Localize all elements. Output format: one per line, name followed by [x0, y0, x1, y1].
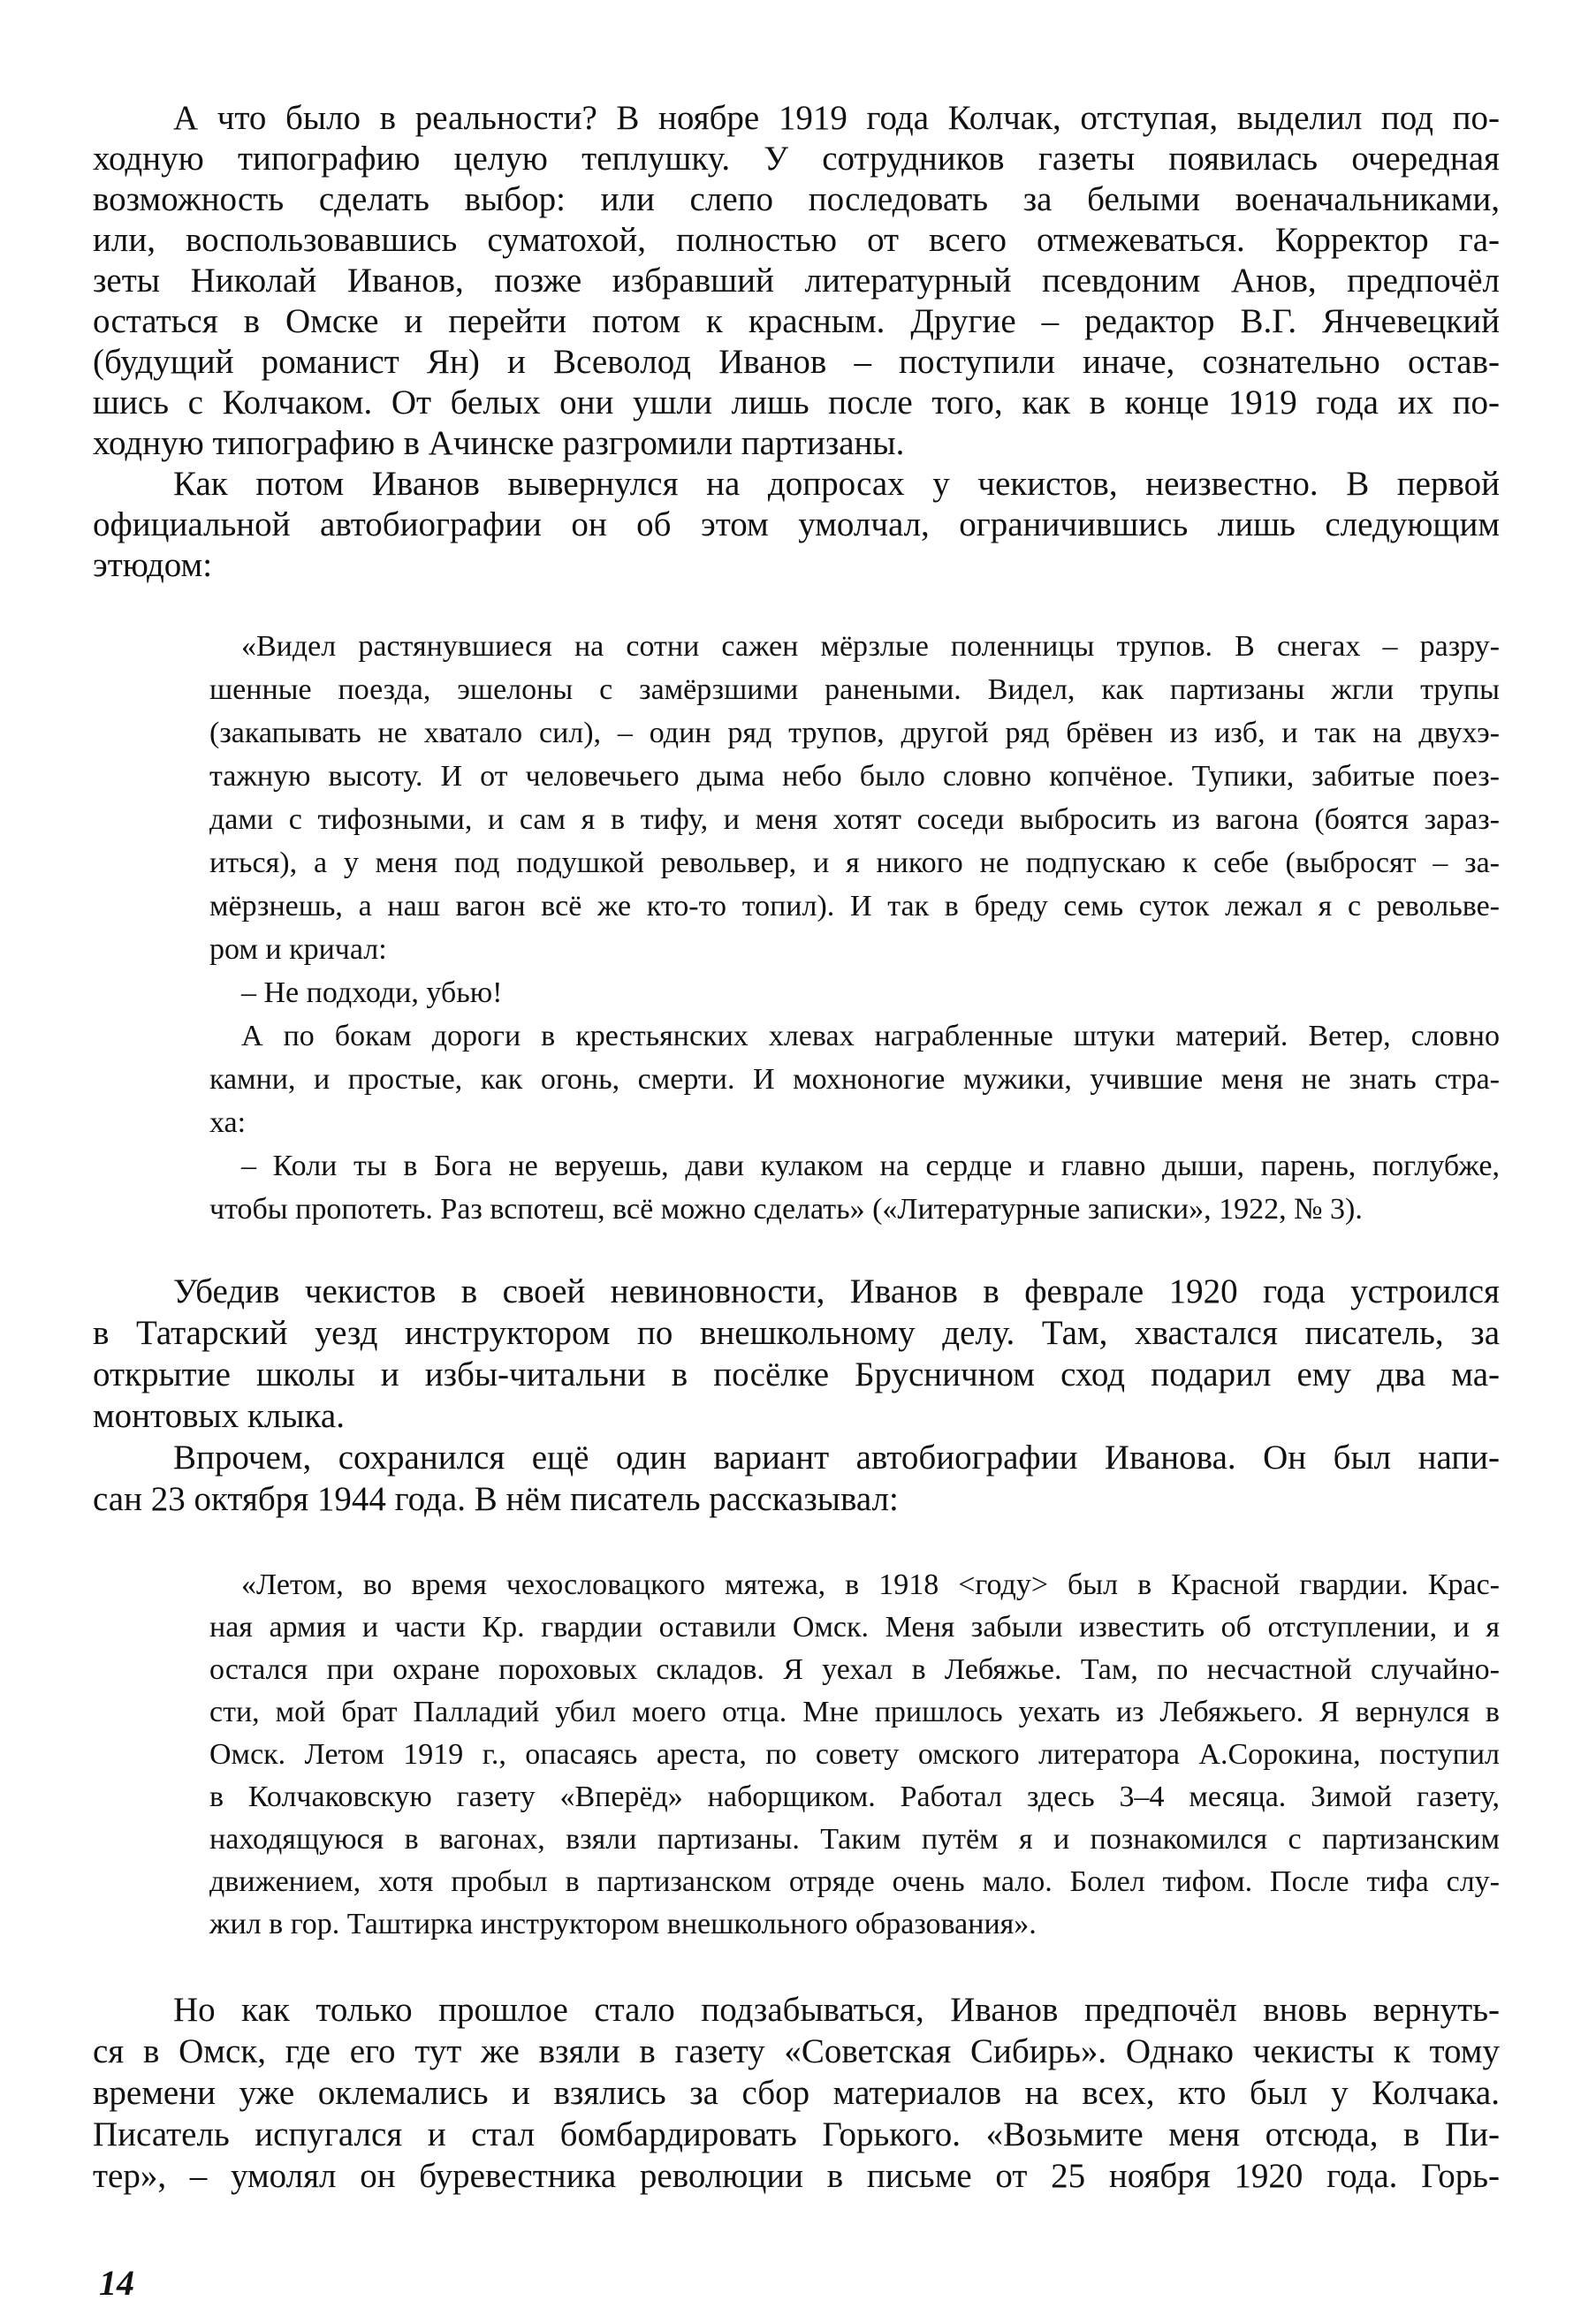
text-line: Омск. Летом 1919 г., опасаясь ареста, по совету омского литератора А.Сорокина, поступил [209, 1738, 1500, 1771]
text-line: движением, хотя пробыл в партизанском отряде очень мало. Болел тифом. После тифа слу- [209, 1865, 1500, 1898]
text-line: – Не подходи, убью! [241, 976, 503, 1009]
quote-paragraph [209, 1014, 1500, 1144]
text-line: (будущий романист Ян) и Всеволод Иванов – поступили иначе, сознательно остав- [93, 343, 1500, 381]
text-line: ха: [209, 1106, 247, 1139]
paragraph [93, 1989, 1500, 2197]
text-line: остаться в Омске и перейти потом к красным. Другие – редактор В.Г. Янчевецкий [93, 302, 1500, 340]
text-line: ся в Омск, где его тут же взяли в газету «Советская Сибирь». Однако чекисты к тому [93, 2032, 1500, 2070]
text-line: А по бокам дороги в крестьянских хлевах награбленные штуки материй. Ветер, словно [241, 1020, 1500, 1052]
text-line: сан 23 октября 1944 года. В нём писатель рассказывал: [93, 1480, 899, 1518]
text-line: камни, и простые, как огонь, смерти. И мохноногие мужики, учившие меня не знать стра- [209, 1063, 1500, 1096]
text-line: зеты Николай Иванов, позже избравший литературный псевдоним Анов, предпочёл [93, 262, 1500, 300]
text-line: возможность сделать выбор: или слепо последовать за белыми военачальниками, [93, 180, 1500, 218]
text-line: в Колчаковскую газету «Вперёд» наборщиком. Работал здесь 3–4 месяца. Зимой газету, [209, 1781, 1500, 1813]
text-line: сти, мой брат Палладий убил моего отца. Мне пришлось уехать из Лебяжьего. Я вернулся в [209, 1696, 1500, 1728]
paragraph [93, 464, 1500, 586]
text-line: Убедив чекистов в своей невиновности, Иванов в феврале 1920 года устроился [173, 1272, 1500, 1310]
text-line: дами с тифозными, и сам я в тифу, и меня хотят соседи выбросить из вагона (боятся зараз- [209, 803, 1500, 836]
text-line: тажную высоту. И от человечьего дыма небо было словно копчёное. Тупики, забитые поез- [209, 760, 1500, 793]
text-line: Но как только прошлое стало подзабываться, Иванов предпочёл вновь вернуть- [173, 1991, 1500, 2029]
body-text-block [93, 98, 1500, 586]
quote-paragraph [209, 971, 1500, 1014]
quote-paragraph [209, 1144, 1500, 1231]
text-line: официальной автобиографии он об этом умолчал, ограничившись лишь следующим [93, 505, 1500, 543]
text-line: или, воспользовавшись суматохой, полностью от всего отмежеваться. Корректор га- [93, 221, 1500, 259]
text-line: в Татарский уезд инструктором по внешкольному делу. Там, хвастался писатель, за [93, 1314, 1500, 1352]
body-text-block [93, 1271, 1500, 1520]
page-number: 14 [99, 2263, 134, 2303]
text-line: времени уже оклемались и взялись за сбор материалов на всех, кто был у Колчака. [93, 2074, 1500, 2112]
text-line: остался при охране пороховых складов. Я уехал в Лебяжье. Там, по несчастной случайно- [209, 1653, 1500, 1686]
text-line: ром и кричал: [209, 933, 387, 966]
text-line: ходную типографию в Ачинске разгромили партизаны. [93, 424, 905, 462]
text-line: иться), а у меня под подушкой револьвер, и я никого не подпускаю к себе (выбросят – за- [209, 847, 1500, 879]
text-line: жил в гор. Таштирка инструктором внешкольного образования». [209, 1908, 1037, 1940]
text-line: ходную типографию целую теплушку. У сотрудников газеты появилась очередная [93, 140, 1500, 178]
block-quote [209, 1564, 1500, 1946]
paragraph [93, 1437, 1500, 1520]
text-line: тер», – умолял он буревестника революции в письме от 25 ноября 1920 года. Горь- [93, 2157, 1500, 2195]
text-line: мёрзнешь, а наш вагон всё же кто-то топил). И так в бреду семь суток лежал я с револьве- [209, 890, 1500, 923]
body-text-block [93, 1989, 1500, 2197]
text-line: «Летом, во время чехословацкого мятежа, в 1918 <году> был в Красной гвардии. Крас- [241, 1568, 1500, 1601]
text-line: А что было в реальности? В ноябре 1919 года Колчак, отступая, выделил под по- [173, 99, 1500, 137]
text-line: этюдом: [93, 546, 213, 584]
paragraph [93, 1271, 1500, 1437]
text-line: шись с Колчаком. От белых они ушли лишь после того, как в конце 1919 года их по- [93, 383, 1500, 421]
text-line: находящуюся в вагонах, взяли партизаны. Таким путём я и познакомился с партизанским [209, 1823, 1500, 1856]
text-line: открытие школы и избы-читальни в посёлке Брусничном сход подарил ему два ма- [93, 1355, 1500, 1393]
text-line: «Видел растянувшиеся на сотни сажен мёрзлые поленницы трупов. В снегах – разру- [241, 630, 1500, 663]
text-line: монтовых клыка. [93, 1397, 345, 1435]
paragraph [93, 98, 1500, 464]
quote-paragraph [209, 1564, 1500, 1946]
block-quote [209, 625, 1500, 1231]
text-line: Как потом Иванов вывернулся на допросах у чекистов, неизвестно. В первой [173, 465, 1500, 503]
text-line: – Коли ты в Бога не веруешь, дави кулаком на сердце и главно дыши, парень, поглубже, [241, 1150, 1500, 1182]
text-line: шенные поезда, эшелоны с замёрзшими ранеными. Видел, как партизаны жгли трупы [209, 673, 1500, 706]
text-line: Впрочем, сохранился ещё один вариант автобиографии Иванова. Он был напи- [173, 1439, 1500, 1477]
text-line: ная армия и части Кр. гвардии оставили Омск. Меня забыли известить об отступлении, и я [209, 1611, 1500, 1644]
text-line: (закапывать не хватало сил), – один ряд трупов, другой ряд брёвен из изб, и так на двухэ- [209, 717, 1500, 749]
text-line: чтобы пропотеть. Раз вспотеш, всё можно сделать» («Литературные записки», 1922, № 3). [209, 1193, 1363, 1226]
quote-paragraph [209, 625, 1500, 971]
text-line: Писатель испугался и стал бомбардировать Горького. «Возьмите меня отсюда, в Пи- [93, 2115, 1500, 2153]
